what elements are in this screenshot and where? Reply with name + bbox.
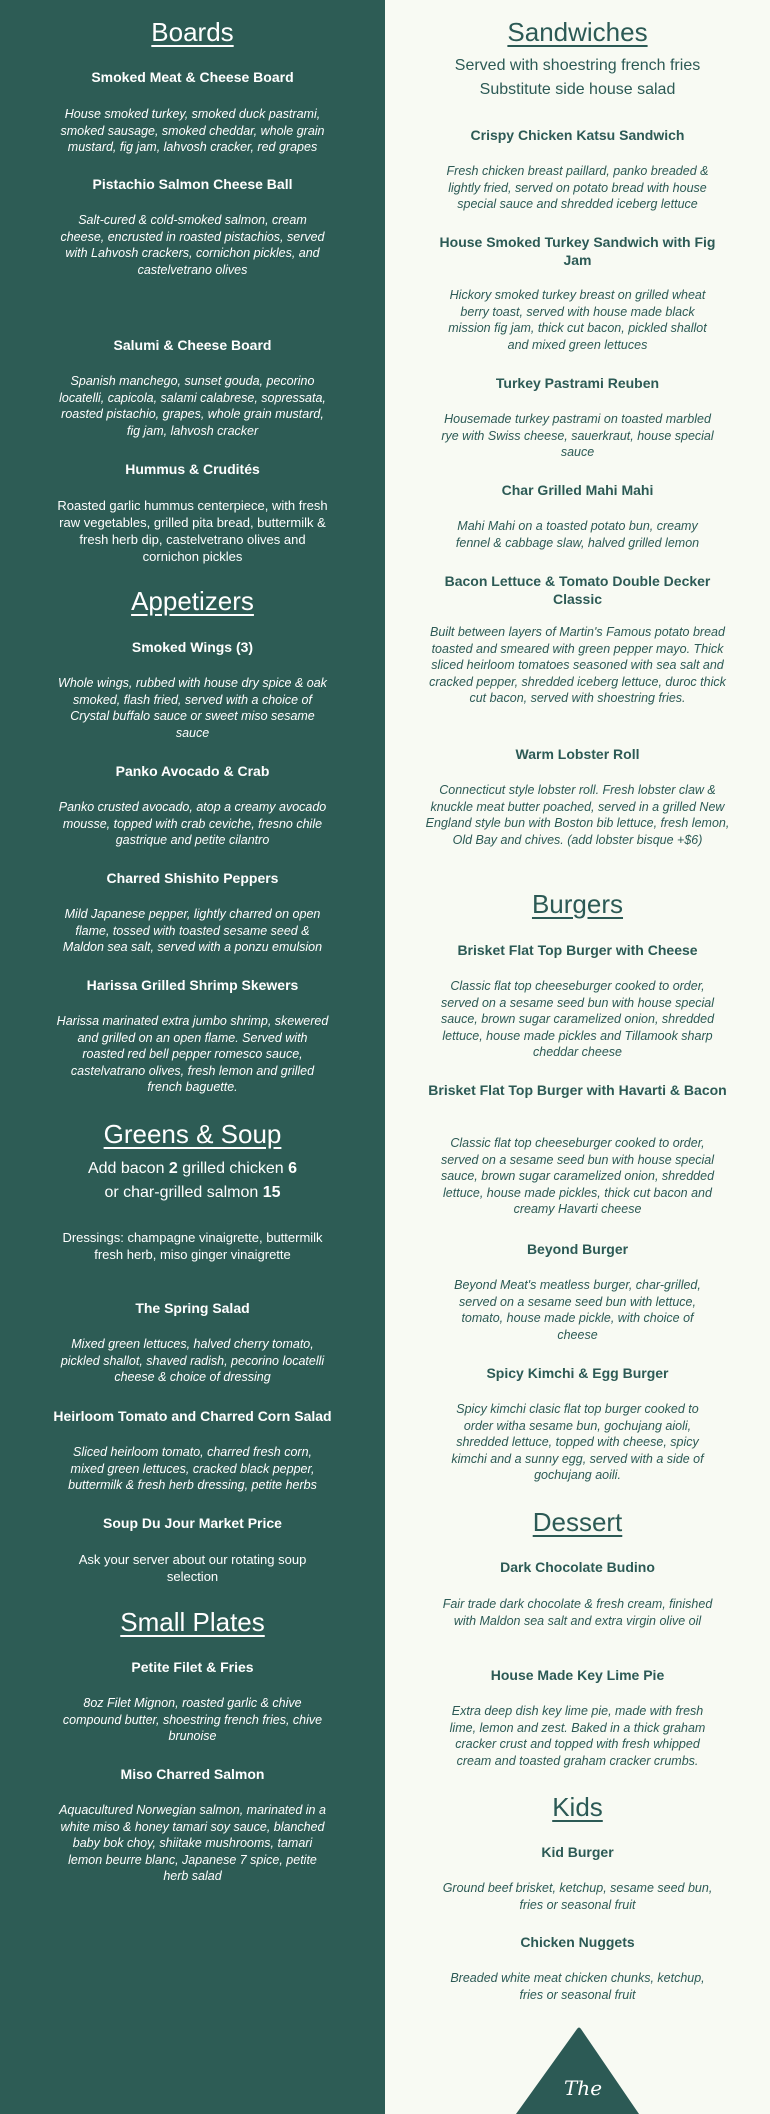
- menu-item-description: Breaded white meat chicken chunks, ketchup, fries or seasonal fruit: [450, 1971, 705, 2002]
- menu-item-description: Extra deep dish key lime pie, made with fresh lime, lemon and zest. Baked in a thick graham cracker crust and topped with fresh whipped cream and toasted graham cracker crumbs.: [449, 1704, 706, 1768]
- greens-soup-heading: Greens & Soup: [103, 1119, 282, 1149]
- appetizers-heading: Appetizers: [131, 586, 254, 616]
- menu-item-name: Panko Avocado & Crab: [115, 763, 270, 779]
- sandwiches-subtitle-2: Substitute side house salad: [479, 81, 676, 98]
- menu-item-name: Turkey Pastrami Reuben: [495, 375, 660, 391]
- menu-item-name: Crispy Chicken Katsu Sandwich: [470, 127, 685, 143]
- menu-item-name: Heirloom Tomato and Charred Corn Salad: [53, 1408, 332, 1424]
- boards-heading: Boards: [151, 17, 234, 47]
- menu-item-description: Fair trade dark chocolate & fresh cream, finished with Maldon sea salt and extra virgin olive oil: [442, 1597, 713, 1628]
- menu-item-name: Bacon Lettuce & Tomato Double Decker Classic: [444, 573, 711, 607]
- menu-item-description: Beyond Meat's meatless burger, char-grilled, served on a sesame seed bun with lettuce, tomato, house made pickle, with choice of cheese: [454, 1278, 701, 1342]
- menu-item-name: Char Grilled Mahi Mahi: [501, 482, 654, 498]
- menu-item-name: Soup Du Jour Market Price: [103, 1515, 282, 1531]
- menu-item-name: Spicy Kimchi & Egg Burger: [486, 1365, 669, 1381]
- menu-item-description: Roasted garlic hummus centerpiece, with fresh raw vegetables, grilled pita bread, buttermilk & fresh herb dip, castelvetrano olives and cornichon pickles: [57, 498, 328, 564]
- menu-item-description: Aquacultured Norwegian salmon, marinated in a white miso & honey tamari soy sauce, blanched baby bok choy, shiitake mushrooms, tamari lemon beurre blanc, Japanese 7 spice, petite herb salad: [59, 1803, 326, 1883]
- dessert-heading: Dessert: [532, 1507, 623, 1537]
- sandwiches-heading: Sandwiches: [507, 17, 648, 47]
- menu-item-description: Fresh chicken breast paillard, panko breaded & lightly fried, served on potato bread with house special sauce and shredded iceberg lettuce: [446, 164, 709, 211]
- menu-item-description: Panko crusted avocado, atop a creamy avocado mousse, topped with crab ceviche, fresno chile gastrique and petite cilantro: [58, 800, 327, 847]
- menu-item-name: Beyond Burger: [526, 1241, 629, 1257]
- menu-item-description: 8oz Filet Mignon, roasted garlic & chive compound butter, shoestring french fries, chive brunoise: [62, 1696, 323, 1743]
- small-plates-heading: Small Plates: [120, 1607, 265, 1637]
- menu-item-description: Ask your server about our rotating soup selection: [78, 1552, 307, 1584]
- menu-item-description: Classic flat top cheeseburger cooked to order, served on a sesame seed bun with house special sauce, brown sugar caramelized onion, shredded lettuce, house made pickles, thick cut bacon and creamy Havarti cheese: [440, 1136, 715, 1216]
- menu-item-description: Classic flat top cheeseburger cooked to order, served on a sesame seed bun with house special sauce, brown sugar caramelized onion, shredded lettuce, house made pickles and Tillamook sharp cheddar cheese: [440, 979, 715, 1059]
- menu-item-description: Mixed green lettuces, halved cherry tomato, pickled shallot, shaved radish, pecorino locatelli cheese & choice of dressing: [60, 1337, 325, 1384]
- menu-item-name: The Spring Salad: [135, 1300, 250, 1316]
- menu-item-description: Spanish manchego, sunset gouda, pecorino locatelli, capicola, salami calabrese, sopressata, roasted pistachio, grapes, whole grain mustard, fig jam, lahvosh cracker: [59, 374, 326, 438]
- addon-pricing: Add bacon 2 grilled chicken 6 or char-grilled salmon 15: [87, 1160, 298, 1201]
- logo-text: The: [563, 2076, 603, 2100]
- menu-item-name: Warm Lobster Roll: [515, 746, 640, 762]
- menu-item-description: Whole wings, rubbed with house dry spice & oak smoked, flash fried, served with a choice of Crystal buffalo sauce or sweet miso sesame sauce: [58, 676, 327, 740]
- menu-item-description: Built between layers of Martin's Famous potato bread toasted and smeared with green pepper mayo. Thick sliced heirloom tomatoes seasoned with sea salt and cracked pepper, shredded iceberg lettuce, duroc thick cut bacon, served with shoestring fries.: [429, 625, 726, 705]
- menu-item-description: Sliced heirloom tomato, charred fresh corn, mixed green lettuces, cracked black pepper, buttermilk & fresh herb dressing, petite herbs: [68, 1445, 317, 1492]
- menu-item-name: Petite Filet & Fries: [131, 1659, 254, 1675]
- dressings-note: Dressings: champagne vinaigrette, buttermilk fresh herb, miso ginger vinaigrette: [62, 1230, 323, 1262]
- menu-item-name: Miso Charred Salmon: [120, 1766, 265, 1782]
- menu-item-description: Spicy kimchi clasic flat top burger cooked to order witha sesame bun, gochujang aioli, shredded lettuce, topped with cheese, spicy kimchi and a sunny egg, served with a side of gochujang aoili.: [451, 1402, 704, 1482]
- menu-item-name: Smoked Meat & Cheese Board: [91, 69, 294, 85]
- menu-item-name: Brisket Flat Top Burger with Havarti & Bacon: [428, 1082, 727, 1098]
- menu-item-name: Salumi & Cheese Board: [113, 337, 272, 353]
- sandwiches-subtitle: Served with shoestring french fries: [454, 57, 701, 74]
- kids-heading: Kids: [552, 1792, 603, 1822]
- menu-item-name: Dark Chocolate Budino: [500, 1559, 655, 1575]
- menu-item-name: Hummus & Crudités: [125, 461, 260, 477]
- menu-item-description: House smoked turkey, smoked duck pastrami, smoked sausage, smoked cheddar, whole grain mustard, fig jam, lahvosh cracker, red grapes: [60, 107, 325, 154]
- right-menu-column: [385, 0, 770, 2114]
- menu-item-name: Pistachio Salmon Cheese Ball: [92, 176, 293, 192]
- menu-item-name: Kid Burger: [541, 1844, 614, 1860]
- menu-item-description: Salt-cured & cold-smoked salmon, cream cheese, encrusted in roasted pistachios, served with Lahvosh crackers, cornichon pickles, and castelvetrano olives: [60, 213, 325, 277]
- menu-item-description: Connecticut style lobster roll. Fresh lobster claw & knuckle meat butter poached, served in a grilled New England style bun with Boston bib lettuce, fresh lemon, Old Bay and chives. (add lobster bisque +$6): [425, 783, 730, 847]
- menu-item-name: Brisket Flat Top Burger with Cheese: [457, 942, 698, 958]
- menu-item-description: Mahi Mahi on a toasted potato bun, creamy fennel & cabbage slaw, halved grilled lemon: [455, 519, 700, 550]
- menu-item-name: Harissa Grilled Shrimp Skewers: [86, 977, 299, 993]
- burgers-heading: Burgers: [531, 889, 624, 919]
- menu-item-name: Charred Shishito Peppers: [106, 870, 279, 886]
- menu-item-description: Housemade turkey pastrami on toasted marbled rye with Swiss cheese, sauerkraut, house special sauce: [441, 412, 714, 459]
- restaurant-logo: [515, 2025, 640, 2114]
- menu-item-description: Hickory smoked turkey breast on grilled wheat berry toast, served with house made black mission fig jam, thick cut bacon, pickled shallot and mixed green lettuces: [448, 288, 707, 352]
- logo-triangle: [516, 2028, 639, 2114]
- menu-item-name: House Smoked Turkey Sandwich with Fig Jam: [439, 234, 716, 268]
- menu-item-description: Harissa marinated extra jumbo shrimp, skewered and grilled on an open flame. Served with roasted red bell pepper romesco sauce, castelvatrano olives, fresh lemon and grilled french baguette.: [56, 1014, 329, 1094]
- menu-item-name: Smoked Wings (3): [131, 639, 254, 655]
- menu-item-name: Chicken Nuggets: [520, 1934, 635, 1950]
- menu-item-description: Ground beef brisket, ketchup, sesame seed bun, fries or seasonal fruit: [442, 1881, 713, 1912]
- menu-item-name: House Made Key Lime Pie: [490, 1667, 665, 1683]
- menu-item-description: Mild Japanese pepper, lightly charred on open flame, tossed with toasted sesame seed & Maldon sea salt, served with a ponzu emulsion: [62, 907, 323, 954]
